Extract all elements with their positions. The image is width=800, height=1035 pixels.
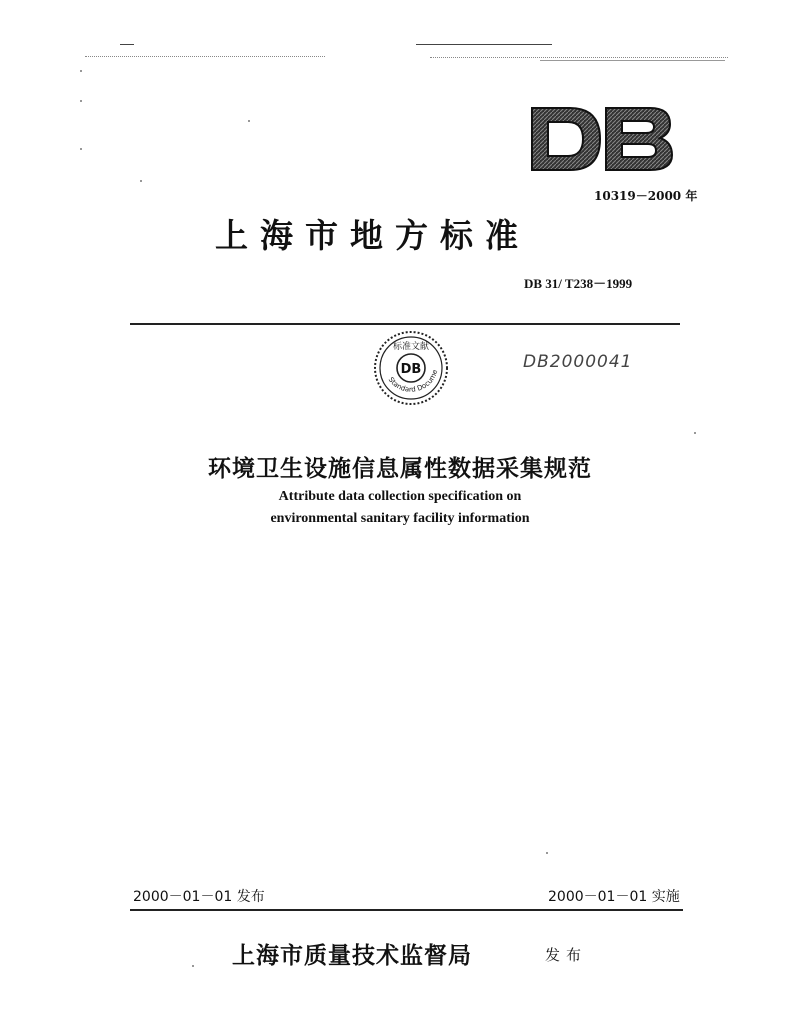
- document-title-en-line2: environmental sanitary facility information: [270, 511, 530, 526]
- scan-speck: [248, 120, 250, 122]
- document-title-cn: 环境卫生设施信息属性数据采集规范: [208, 456, 592, 482]
- scan-line: [540, 60, 725, 61]
- seal-center-text: DB: [400, 362, 422, 377]
- scan-speck: [694, 432, 696, 434]
- scan-speck: [140, 180, 142, 182]
- scan-speck: [192, 965, 194, 967]
- standard-code: DB 31/ T238－1999: [524, 276, 633, 291]
- scan-dotted-line: [430, 57, 728, 58]
- scan-speck: [80, 70, 82, 72]
- scan-speck: [80, 100, 82, 102]
- scan-dotted-line: [85, 56, 325, 57]
- publish-date: 2000－01－01 发布: [133, 889, 265, 905]
- header-divider: [130, 323, 680, 325]
- standard-title: 上海市地方标准: [215, 216, 530, 255]
- db-logo: [528, 104, 676, 174]
- scan-speck: [80, 148, 82, 150]
- seal-ring-text: Standard Docume: [386, 368, 440, 394]
- handwritten-note: DB2000041: [523, 352, 633, 372]
- issue-label: 发布: [545, 946, 588, 964]
- issuing-authority: 上海市质量技术监督局: [232, 942, 472, 969]
- scan-speck: [546, 852, 548, 854]
- footer-divider: [130, 909, 683, 911]
- registration-number: 10319－2000 年: [594, 189, 698, 203]
- standard-documents-seal: [373, 330, 449, 406]
- document-title-en-line1: Attribute data collection specification on: [278, 489, 522, 504]
- seal-top-text: 标准文献: [392, 342, 430, 352]
- scan-line: [416, 44, 552, 45]
- scan-line: [120, 44, 134, 45]
- implement-date: 2000－01－01 实施: [548, 889, 680, 905]
